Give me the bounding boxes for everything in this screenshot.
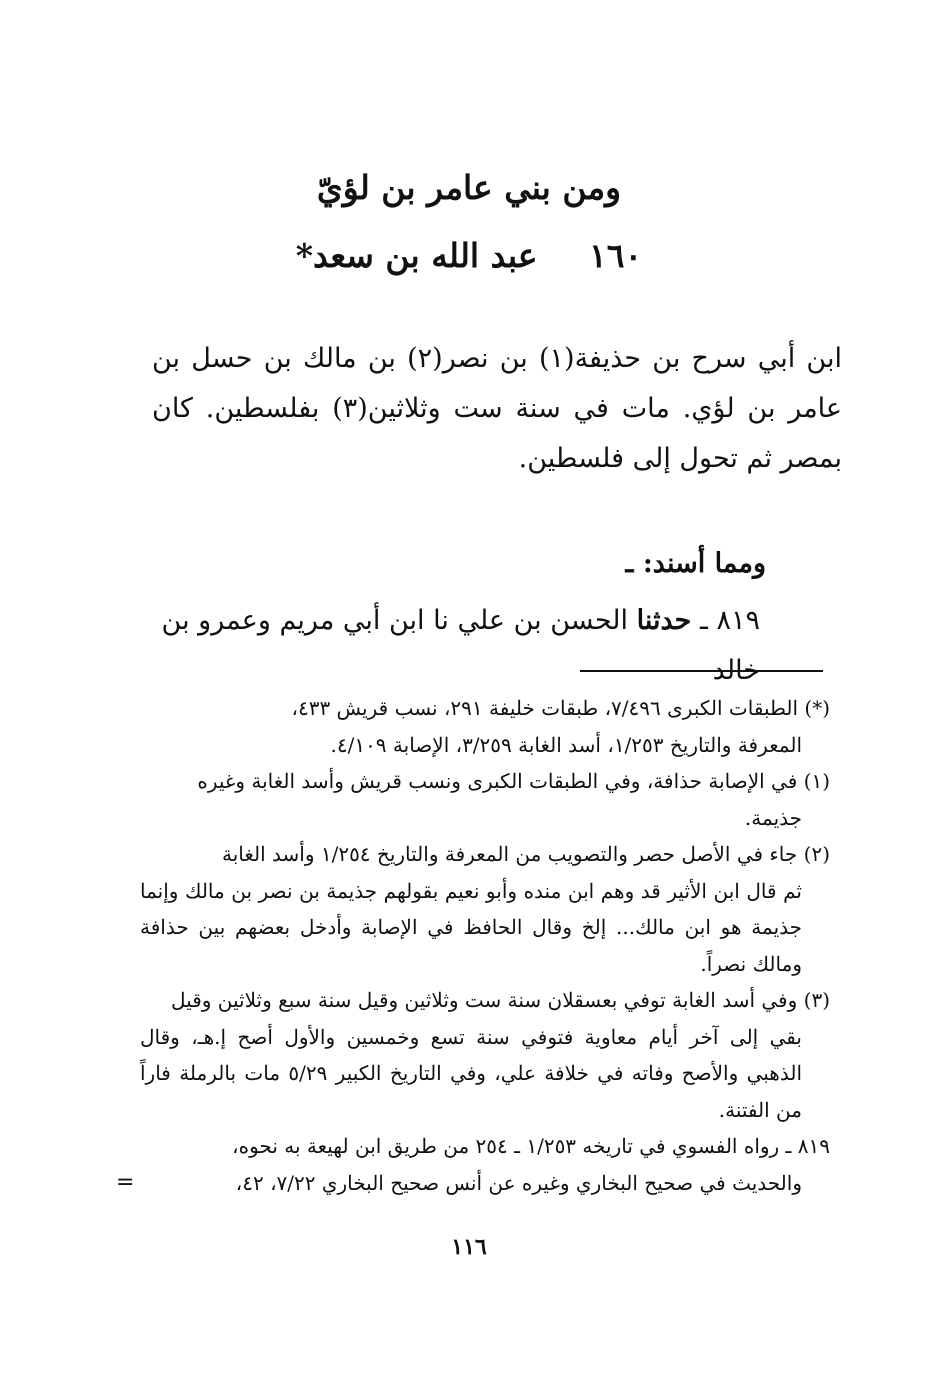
footnote-first-line: وفي أسد الغابة توفي بعسقلان سنة ست وثلاثين وقيل سنة سبع وثلاثين وقيل xyxy=(171,988,798,1012)
footnote-marker: ٨١٩ ـ xyxy=(785,1134,830,1158)
footnote-first-line: الطبقات الكبرى ٧/٤٩٦، طبقات خليفة ٢٩١، نسب قريش ٤٣٣، xyxy=(291,696,799,720)
continuation-mark: = xyxy=(116,1170,135,1195)
footnote-continuation: بقي إلى آخر أيام معاوية فتوفي سنة تسع وخمسين والأول أصح إ.هـ، وقال الذهبي والأصح وفاته في خلافة علي، وفي التاريخ الكبير ٥/٢٩ مات بالرملة فاراً من الفتنة. xyxy=(140,1024,803,1122)
hadith-lead: حدثنا xyxy=(636,605,692,636)
footnote-continuation: ثم قال ابن الأثير قد وهم ابن منده وأبو نعيم بقولهم جذيمة بن نصر بن مالك وإنما جذيمة هو ابن مالك... إلخ وقال الحافظ في الإصابة وأدخل بعضهم بين حذافة ومالك نصراً. xyxy=(140,878,802,976)
page-number: ١١٦ xyxy=(451,1234,487,1260)
footnote-separator xyxy=(580,670,823,672)
footnote-item xyxy=(140,982,830,1128)
entry-name: عبد الله بن سعد* xyxy=(295,236,538,275)
footnote-marker: (٣) xyxy=(803,988,830,1012)
entry-number: ١٦٠ xyxy=(589,236,643,275)
entry-heading xyxy=(0,236,938,275)
subheading: ومما أسند: ـ xyxy=(625,548,766,579)
footnote-marker: (١) xyxy=(803,769,830,793)
footnote-first-line: جاء في الأصل حصر والتصويب من المعرفة والتاريخ ١/٢٥٤ وأسد الغابة xyxy=(221,842,798,866)
footnote-item xyxy=(140,690,830,763)
hadith-text: الحسن بن علي نا ابن أبي مريم وعمرو بن خالد xyxy=(161,605,760,686)
footnote-continuation: المعرفة والتاريخ ١/٢٥٣، أسد الغابة ٣/٢٥٩، الإصابة ٤/١٠٩. xyxy=(330,732,802,757)
footnote-marker: (٢) xyxy=(803,842,830,866)
footnote-item xyxy=(140,1128,830,1201)
footnote-continuation: جذيمة. xyxy=(744,805,802,830)
footnote-first-line: في الإصابة حذافة، وفي الطبقات الكبرى ونسب قريش وأسد الغابة وغيره xyxy=(197,769,798,793)
biography-text: ابن أبي سرح بن حذيفة(١) بن نصر(٢) بن مالك بن حسل بن عامر بن لؤي. مات في سنة ست وثلاثين(٣) بفلسطين. كان بمصر ثم تحول إلى فلسطين. xyxy=(152,343,843,474)
footnote-item xyxy=(140,836,830,982)
footnote-item xyxy=(140,763,830,836)
footnote-continuation: والحديث في صحيح البخاري وغيره عن أنس صحيح البخاري ٧/٢٢، ٤٢، xyxy=(235,1170,802,1195)
hadith-opening xyxy=(140,596,760,696)
footnote-marker: (*) xyxy=(804,696,830,720)
section-heading: ومن بني عامر بن لؤيّ xyxy=(316,168,622,207)
footnotes xyxy=(140,690,830,1201)
hadith-number: ٨١٩ ـ xyxy=(699,605,760,636)
footnote-first-line: رواه الفسوي في تاريخه ١/٢٥٣ ـ ٢٥٤ من طريق ابن لهيعة به نحوه، xyxy=(232,1134,780,1158)
